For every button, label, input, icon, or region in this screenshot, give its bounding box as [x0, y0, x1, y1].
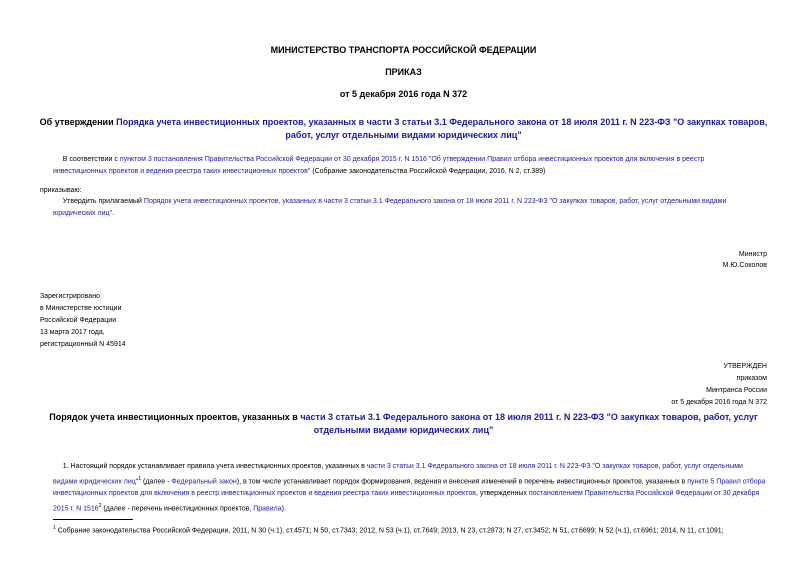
approved-line: приказом: [736, 375, 767, 382]
registration-line: Российской Федерации: [40, 317, 117, 324]
order-title: [0, 116, 807, 142]
approve-link[interactable]: Порядок учета инвестиционных проектов, указанных в части 3 статьи 3.1 Федерального закона от 18 июля 2011 г. N 223-ФЗ "О закупках товаров, работ, услуг отдельными видами юридических лиц": [53, 198, 727, 217]
registration-line: в Министерстве юстиции: [40, 305, 122, 312]
title-link[interactable]: Порядка учета инвестиционных проектов, указанных в части 3 статьи 3.1 Федерального закона от 18 июля 2011 г. N 223-ФЗ "О закупках товаров, работ, услуг отдельными видами юридических лиц": [116, 117, 768, 140]
clause-1: 1. Настоящий порядок устанавливает правила учета инвестиционных проектов, указанных в части 3 статьи 3.1 Федерального закона от 18 июля 2011 г. N 223-ФЗ "О закупках товаров, работ, услуг отдельными видами юридических лиц"$^1$ (далее - Федеральный закон), в том числе устанавливает порядок формирования, ведения и внесения изменений в перечень инвестиционных проектов, указанных в пункте 5 Правил отбора инвестиционных проектов для включения в реестр инвестиционных проектов и ведения реестра таких инвестиционных проектов, утвержденных постановлением Правительства Российской Федерации от 30 декабря 2015 г. N 1516$^2$ (далее - перечень инвестиционных проектов, Правила).: [53, 463, 766, 513]
signature-name: М.Ю.Соколов: [722, 262, 767, 269]
ministry-heading: МИНИСТЕРСТВО ТРАНСПОРТА РОССИЙСКОЙ ФЕДЕРАЦИИ: [270, 45, 537, 55]
approved-block: [671, 361, 767, 409]
footnote: [53, 522, 773, 537]
registration-block: [40, 291, 126, 351]
registration-line: Зарегистрировано: [40, 293, 100, 300]
procedure-title-link[interactable]: части 3 статьи 3.1 Федерального закона от 18 июля 2011 г. N 223-ФЗ "О закупках товаров, работ, услуг отдельными видами юридических лиц": [300, 412, 758, 435]
approved-line: Минтранса России: [706, 387, 767, 394]
title-prefix: Об утверждении: [39, 117, 117, 127]
doc-date-heading: от 5 декабря 2016 года N 372: [339, 89, 468, 99]
approve-paragraph: Утвердить прилагаемый Порядок учета инвестиционных проектов, указанных в части 3 статьи 3.1 Федерального закона от 18 июля 2011 г. N 223-ФЗ "О закупках товаров, работ, услуг отдельными видами юридических лиц".: [53, 198, 727, 217]
registration-line: 13 марта 2017 года,: [40, 329, 105, 336]
rules-point-link[interactable]: пункте 5 Правил отбора: [687, 478, 766, 486]
rules-short-link[interactable]: Правила: [253, 505, 282, 513]
registration-line: регистрационный N 45914: [40, 341, 126, 348]
preamble-link[interactable]: пунктом 3 постановления Правительства Российской Федерации от 30 декабря 2015 г. N 1516 "Об утверждении Правил отбора инвестиционных проектов для включения в реестр инвестиционных проектов и ведения реестра таких инвестиционных проектов": [53, 156, 705, 175]
rules-link[interactable]: инвестиционных проектов для включения в реестр инвестиционных проектов и ведения реестра таких инвестиционных проектов: [53, 490, 476, 498]
footnote-text: Собрание законодательства Российской Федерации, 2011, N 30 (ч.1), ст.4571; N 50, ст.7343; 2012, N 53 (ч.1), ст.7649; 2013, N 23, ст.2873; N 27, ст.3452; N 51, ст.6699; N 52 (ч.1), ст.6961; 2014, N 11, ст.1091;: [55, 527, 724, 535]
federal-law-link[interactable]: Федеральный закон: [171, 478, 237, 486]
decree-link[interactable]: постановлением Правительства Российской Федерации от 30 декабря 2015 г. N 1516: [53, 490, 760, 513]
approved-line: от 5 декабря 2016 года N 372: [671, 399, 767, 406]
footnote-mark: 1: [53, 525, 56, 531]
approved-line: УТВЕРЖДЕН: [723, 363, 767, 370]
order-word: приказываю:: [40, 187, 82, 194]
doc-type-heading: ПРИКАЗ: [385, 67, 422, 77]
preamble-paragraph: В соответствии с пунктом 3 постановления Правительства Российской Федерации от 30 декабря 2015 г. N 1516 "Об утверждении Правил отбора инвестиционных проектов для включения в реестр инвестиционных проектов и ведения реестра таких инвестиционных проектов" (Собрание законодательства Российской Федерации, 2016, N 2, ст.389): [53, 156, 705, 175]
procedure-title: Порядок учета инвестиционных проектов, указанных в части 3 статьи 3.1 Федерального закона от 18 июля 2011 г. N 223-ФЗ "О закупках товаров, работ, услуг отдельными видами юридических лиц": [49, 412, 758, 435]
footnote-ref[interactable]: 1: [138, 476, 142, 482]
signature-role: Министр: [738, 251, 767, 258]
clause-1-law-link[interactable]: части 3 статьи 3.1 Федерального закона от 18 июля 2011 г. N 223-ФЗ "О закупках товаров, работ, услуг отдельными видами юридических лиц": [53, 463, 743, 486]
footnote-divider: [53, 519, 133, 520]
footnote-ref[interactable]: 2: [98, 503, 102, 510]
